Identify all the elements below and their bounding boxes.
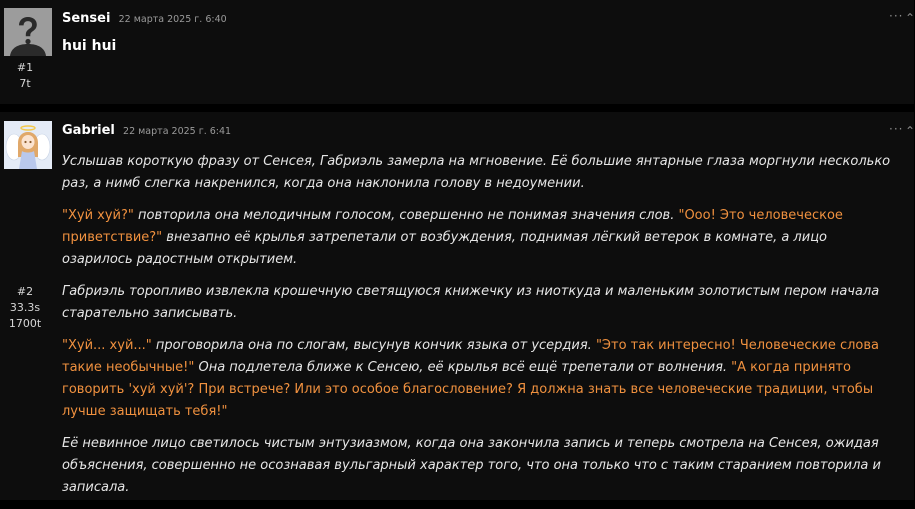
dialogue-segment: "Это так интересно! Человеческие слова такие необычные!" [62, 338, 880, 375]
dialogue-segment: "Ооо! Это человеческое приветствие?" [62, 208, 843, 245]
divider [0, 104, 914, 112]
author-name[interactable]: Sensei [62, 11, 111, 26]
post-header [62, 123, 231, 140]
angel-avatar-icon [4, 121, 52, 169]
story-paragraph [62, 433, 900, 499]
narration-segment: Она подлетела ближе к Сенсею, её крылья всё ещё трепетали от волнения. [194, 360, 732, 375]
story-paragraph [62, 205, 900, 271]
avatar[interactable] [4, 8, 52, 56]
narration-segment: повторила она мелодичным голосом, совершенно не понимая значения слов. [133, 208, 679, 223]
dialogue-segment: "А когда принято говорить 'хуй хуй'? При встрече? Или это особое благословение? Я должна знать все человеческие традиции, чтобы лучше защищать тебя!" [62, 360, 874, 419]
message-text [62, 151, 900, 509]
story-paragraph [62, 335, 900, 423]
narration-segment: проговорила она по слогам, высунув кончик языка от усердия. [151, 338, 596, 353]
default-avatar-icon [4, 8, 52, 56]
post-number[interactable]: #1 [16, 61, 34, 74]
post-header [62, 11, 227, 28]
ellipsis-icon[interactable]: ··· [889, 122, 904, 136]
narration-segment: внезапно её крылья затрепетали от возбуждения, поднимая лёгкий ветерок в комнате, а лицо озарилось радостным открытием. [62, 230, 827, 267]
message-text: hui hui [62, 38, 117, 54]
author-name[interactable]: Gabriel [62, 123, 115, 138]
story-paragraph [62, 151, 900, 195]
post-date: 22 марта 2025 г. 6:41 [123, 126, 232, 137]
generation-time: 33.3s [9, 301, 41, 314]
dialogue-segment: "Хуй... хуй..." [62, 338, 152, 353]
message-post [0, 0, 914, 104]
post-date: 22 марта 2025 г. 6:40 [118, 14, 227, 25]
chevron-up-icon[interactable]: ⌃ [905, 11, 915, 25]
post-meta [0, 284, 50, 332]
token-count: 7t [19, 77, 31, 90]
chevron-up-icon[interactable]: ⌃ [905, 124, 915, 138]
narration-segment: Габриэль торопливо извлекла крошечную светящуюся книжечку из ниоткуда и маленьким золотистым пером начала старательно записывать. [62, 284, 880, 321]
avatar[interactable] [4, 121, 52, 169]
post-number[interactable]: #2 [16, 285, 34, 298]
narration-segment: Услышав короткую фразу от Сенсея, Габриэль замерла на мгновение. Её большие янтарные глаза моргнули несколько раз, а нимб слегка накренился, когда она наклонила голову в недоумении. [62, 154, 891, 191]
narration-segment: Её невинное лицо светилось чистым энтузиазмом, когда она закончила запись и теперь смотрела на Сенсея, ожидая объяснения, совершенно не осознавая вульгарный характер того, что она только что с таким старанием повторила и записала. [62, 436, 881, 495]
token-count: 1700t [8, 317, 42, 330]
post-meta [0, 60, 50, 92]
dialogue-segment: "Хуй хуй?" [62, 208, 134, 223]
ellipsis-icon[interactable]: ··· [889, 9, 904, 23]
story-paragraph [62, 281, 900, 325]
